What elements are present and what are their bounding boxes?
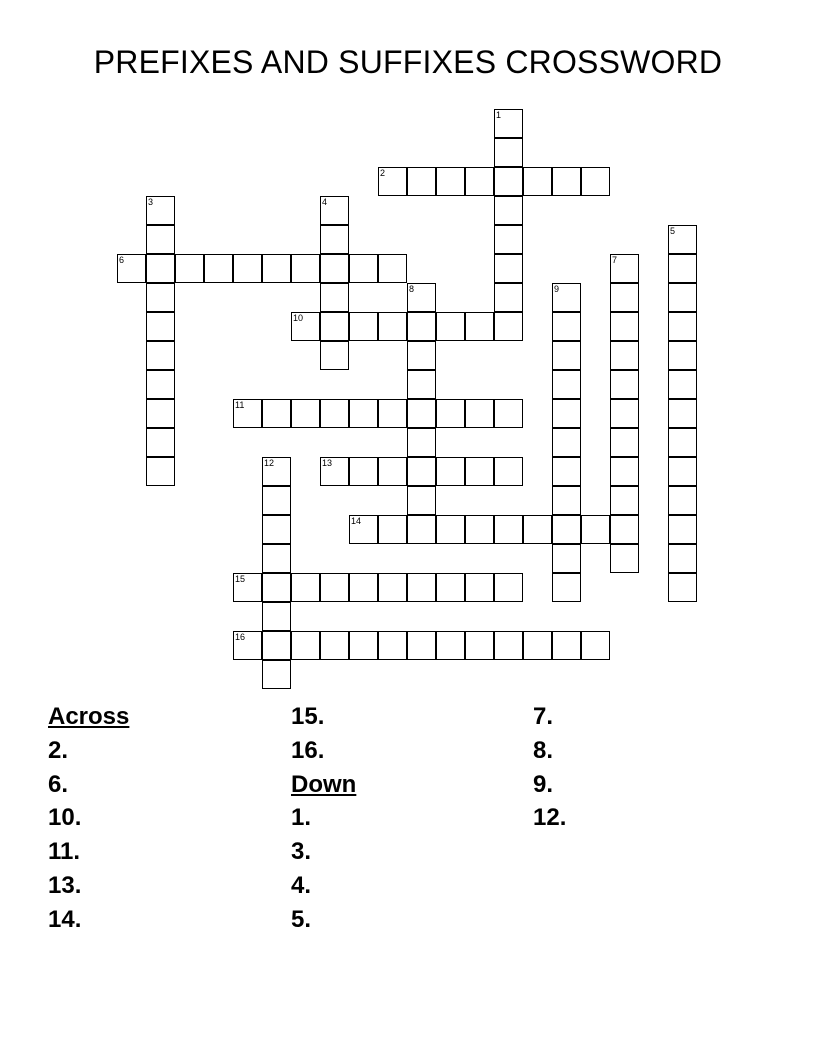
grid-cell[interactable] [494,515,523,544]
grid-cell[interactable] [262,573,291,602]
grid-cell[interactable] [262,544,291,573]
clue-number: 9 [554,284,560,294]
grid-cell[interactable] [610,312,639,341]
grid-cell[interactable] [610,457,639,486]
clue-column-2 [291,700,356,937]
clue-list [0,700,816,960]
grid-cell[interactable] [436,573,465,602]
clue-number: 10 [293,313,304,323]
clue-item: 9. [533,770,554,798]
grid-cell[interactable] [146,196,175,225]
clue-item: 7. [533,703,554,730]
grid-cell[interactable] [117,254,146,283]
grid-cell[interactable] [668,399,697,428]
grid-cell[interactable] [407,167,436,196]
grid-cell[interactable] [262,399,291,428]
grid-cell[interactable] [494,283,523,312]
grid-cell[interactable] [552,457,581,486]
grid-cell[interactable] [494,109,523,138]
grid-cell[interactable] [407,457,436,486]
grid-cell[interactable] [610,486,639,515]
grid-cell[interactable] [668,573,697,602]
clue-item: 5. [291,905,312,933]
grid-cell[interactable] [436,399,465,428]
clue-number: 13 [322,458,333,468]
grid-cell[interactable] [552,312,581,341]
grid-cell[interactable] [378,457,407,486]
clue-number: 12 [264,458,275,468]
grid-cell[interactable] [523,631,552,660]
grid-cell[interactable] [320,254,349,283]
grid-cell[interactable] [465,573,494,602]
grid-cell[interactable] [262,602,291,631]
clue-item: 14. [48,905,82,933]
grid-cell[interactable] [407,428,436,457]
grid-cell[interactable] [668,225,697,254]
grid-cell[interactable] [668,312,697,341]
grid-cell[interactable] [146,283,175,312]
grid-cell[interactable] [146,428,175,457]
clue-column-3 [533,700,566,835]
grid-cell[interactable] [494,225,523,254]
clue-item: 8. [533,736,554,764]
grid-cell[interactable] [552,283,581,312]
clue-item: 16. [291,736,325,764]
grid-cell[interactable] [320,225,349,254]
grid-cell[interactable] [436,167,465,196]
grid-cell[interactable] [552,544,581,573]
grid-cell[interactable] [407,631,436,660]
grid-cell[interactable] [407,312,436,341]
grid-cell[interactable] [146,341,175,370]
grid-cell[interactable] [436,457,465,486]
grid-cell[interactable] [494,254,523,283]
grid-cell[interactable] [610,515,639,544]
grid-cell[interactable] [465,631,494,660]
clue-heading: Across [48,703,130,730]
clue-item: 13. [48,871,82,899]
grid-cell[interactable] [552,486,581,515]
grid-cell[interactable] [552,341,581,370]
grid-cell[interactable] [668,457,697,486]
grid-cell[interactable] [436,312,465,341]
grid-cell[interactable] [233,573,262,602]
grid-cell[interactable] [407,341,436,370]
grid-cell[interactable] [494,196,523,225]
grid-cell[interactable] [407,283,436,312]
grid-cell[interactable] [291,573,320,602]
clue-number: 2 [380,168,386,178]
clue-number: 6 [119,255,125,265]
grid-cell[interactable] [552,631,581,660]
grid-cell[interactable] [146,370,175,399]
clue-number: 3 [148,197,154,207]
grid-cell[interactable] [581,515,610,544]
grid-cell[interactable] [552,515,581,544]
grid-cell[interactable] [668,341,697,370]
grid-cell[interactable] [349,515,378,544]
grid-cell[interactable] [494,312,523,341]
grid-cell[interactable] [436,515,465,544]
grid-cell[interactable] [262,515,291,544]
grid-cell[interactable] [291,312,320,341]
grid-cell[interactable] [610,283,639,312]
grid-cell[interactable] [320,573,349,602]
clue-item: 4. [291,871,312,899]
grid-cell[interactable] [407,370,436,399]
clue-item: 6. [48,770,69,798]
page-title: PREFIXES AND SUFFIXES CROSSWORD [93,44,723,80]
grid-cell[interactable] [668,428,697,457]
grid-cell[interactable] [378,312,407,341]
clue-number: 16 [235,632,246,642]
clue-item: 12. [533,804,567,832]
grid-cell[interactable] [581,167,610,196]
grid-cell[interactable] [668,283,697,312]
grid-cell[interactable] [146,399,175,428]
clue-number: 5 [670,226,676,236]
grid-cell[interactable] [262,631,291,660]
grid-cell[interactable] [552,573,581,602]
grid-cell[interactable] [523,515,552,544]
clue-column-1 [48,700,129,937]
grid-cell[interactable] [465,167,494,196]
grid-cell[interactable] [552,399,581,428]
grid-cell[interactable] [349,254,378,283]
grid-cell[interactable] [291,254,320,283]
grid-cell[interactable] [610,254,639,283]
grid-cell[interactable] [378,573,407,602]
grid-cell[interactable] [320,196,349,225]
grid-cell[interactable] [523,167,552,196]
clue-item: 2. [48,736,69,764]
grid-cell[interactable] [465,399,494,428]
grid-cell[interactable] [320,457,349,486]
grid-cell[interactable] [146,457,175,486]
grid-cell[interactable] [320,312,349,341]
grid-cell[interactable] [668,515,697,544]
grid-cell[interactable] [668,370,697,399]
clue-item: 1. [291,804,312,832]
grid-cell[interactable] [668,544,697,573]
grid-cell[interactable] [494,167,523,196]
grid-cell[interactable] [465,457,494,486]
clue-number: 14 [351,516,362,526]
grid-cell[interactable] [465,515,494,544]
clue-number: 1 [496,110,502,120]
grid-cell[interactable] [407,515,436,544]
grid-cell[interactable] [610,370,639,399]
grid-cell[interactable] [262,660,291,689]
grid-cell[interactable] [552,167,581,196]
grid-cell[interactable] [581,631,610,660]
grid-cell[interactable] [378,254,407,283]
grid-cell[interactable] [378,515,407,544]
grid-cell[interactable] [407,399,436,428]
grid-cell[interactable] [262,486,291,515]
grid-cell[interactable] [610,341,639,370]
grid-cell[interactable] [494,138,523,167]
grid-cell[interactable] [552,428,581,457]
grid-cell[interactable] [262,457,291,486]
clue-item: 15. [291,703,325,730]
grid-cell[interactable] [610,544,639,573]
grid-cell[interactable] [146,254,175,283]
grid-cell[interactable] [320,341,349,370]
grid-cell[interactable] [494,631,523,660]
grid-cell[interactable] [349,312,378,341]
grid-cell[interactable] [378,399,407,428]
clue-number: 4 [322,197,328,207]
clue-number: 7 [612,255,618,265]
clue-item: 10. [48,804,82,832]
grid-cell[interactable] [494,457,523,486]
grid-cell[interactable] [320,283,349,312]
grid-cell[interactable] [407,573,436,602]
grid-cell[interactable] [668,254,697,283]
grid-cell[interactable] [668,486,697,515]
grid-cell[interactable] [146,312,175,341]
clue-number: 8 [409,284,415,294]
grid-cell[interactable] [262,254,291,283]
grid-cell[interactable] [349,573,378,602]
grid-cell[interactable] [349,631,378,660]
grid-cell[interactable] [291,399,320,428]
grid-cell[interactable] [494,399,523,428]
clue-heading: Down [291,770,357,798]
grid-cell[interactable] [233,254,262,283]
grid-cell[interactable] [610,399,639,428]
grid-cell[interactable] [349,457,378,486]
grid-cell[interactable] [349,399,378,428]
grid-cell[interactable] [436,631,465,660]
clue-item: 11. [48,838,81,866]
grid-cell[interactable] [378,631,407,660]
grid-cell[interactable] [146,225,175,254]
grid-cell[interactable] [610,428,639,457]
grid-cell[interactable] [320,399,349,428]
grid-cell[interactable] [204,254,233,283]
grid-cell[interactable] [175,254,204,283]
grid-cell[interactable] [494,573,523,602]
grid-cell[interactable] [291,631,320,660]
grid-cell[interactable] [233,399,262,428]
grid-cell[interactable] [320,631,349,660]
grid-cell[interactable] [465,312,494,341]
clue-number: 11 [235,400,245,410]
grid-cell[interactable] [233,631,262,660]
grid-cell[interactable] [378,167,407,196]
clue-number: 15 [235,574,246,584]
grid-cell[interactable] [407,486,436,515]
clue-item: 3. [291,838,312,866]
grid-cell[interactable] [552,370,581,399]
